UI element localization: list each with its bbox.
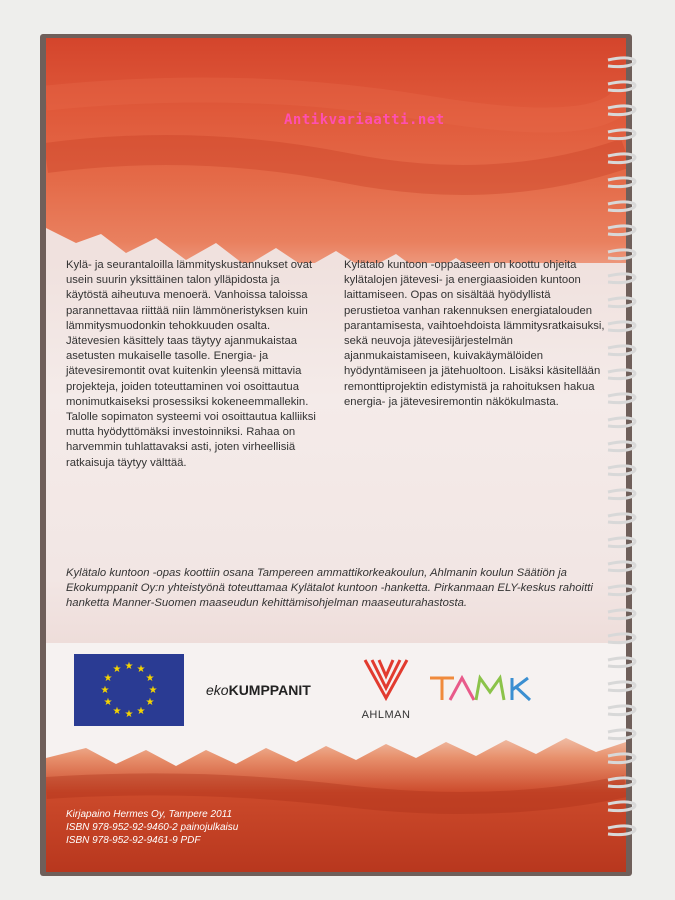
tamk-logo — [428, 674, 538, 709]
book-back-cover — [46, 38, 626, 872]
imprint — [66, 808, 238, 847]
red-paint-top — [46, 38, 626, 293]
svg-text:★: ★ — [145, 673, 155, 684]
isbn-pdf: ISBN 978-952-92-9461-9 PDF — [66, 835, 201, 846]
tamk-letters-icon — [428, 674, 538, 704]
svg-text:★: ★ — [136, 664, 146, 675]
printer-line: Kirjapaino Hermes Oy, Tampere 2011 — [66, 809, 233, 820]
ahlman-v-icon — [361, 656, 411, 702]
svg-text:★: ★ — [112, 706, 122, 717]
isbn-print: ISBN 978-952-92-9460-2 painojulkaisu — [66, 822, 239, 833]
spiral-binding-icon — [600, 40, 644, 860]
svg-text:★: ★ — [103, 673, 113, 684]
eu-flag-icon — [74, 654, 184, 726]
watermark: Antikvariaatti.net — [284, 112, 445, 128]
description-right: Kylätalo kuntoon -oppaaseen on koottu ohjeita kylätalojen jätevesi- ja energiaasioiden kuntoon laittamiseen. Opas on sisältää hyödyllistä perustietoa vanhan rakennuksen energiatalouden parantamisesta, vaihtoehdoista lämmitysratkaisuksi, sekä neuvoja jätevesijärjestelmän ajanmukaistamiseen, kuivakäymälöiden hyödyntämiseen ja jätehuoltoon. Lisäksi käsitellään remonttiprojektin edistymistä ja rahoituksen hakua energia- ja jätevesiremontin näkökulmasta. — [344, 259, 605, 408]
credits-text: Kylätalo kuntoon -opas koottiin osana Tampereen ammattikorkeakoulun, Ahlmanin koulun Säätiön ja Ekokumppanit Oy:n yhteistyönä toteuttamaa Kylätalot kuntoon -hanketta. Pirkanmaan ELY-keskus rahoitti hanketta Manner-Suomen maaseudun kehittämisohjelman maaseuturahastosta. — [66, 567, 593, 610]
ahlman-logo — [354, 656, 418, 721]
description-left: Kylä- ja seurantaloilla lämmityskustannukset ovat usein suurin yksittäinen talon ylläpidosta ja käytöstä aiheutuva menoerä. Vanhoissa taloissa parannettavaa riittää niin lämmöneristyksen kuin lämmitysmuodonkin tehokkuuden osalta. Jätevesien käsittely taas täytyy ajanmukaistaa asetusten mukaiselle tasolle. Energia- ja jätevesiremontit ovat kuitenkin yleensä mittavia projekteja, joiden toteuttaminen voi osoittautua monimutkaiseksi prosessiksi kokeneemmallekin. Talolle sopimaton systeemi voi osoittautua kalliiksi mutta hyödyttömäksi investoinniksi. Rahaa on harvemmin tuhlattavaksi asti, joten virheellisiä ratkaisuja täytyy välttää. — [66, 259, 316, 469]
ahlman-label: AHLMAN — [361, 709, 411, 721]
paint-brush-edge — [46, 38, 626, 293]
svg-text:★: ★ — [136, 706, 146, 717]
eu-logo — [74, 654, 184, 738]
svg-text:★: ★ — [103, 697, 113, 708]
paint-brush-edge-bottom — [46, 728, 626, 872]
eko-prefix: eko — [206, 682, 229, 698]
svg-text:★: ★ — [100, 685, 110, 696]
eu-stars-icon — [74, 654, 184, 726]
svg-text:★: ★ — [124, 661, 134, 672]
ekokumppanit-logo — [206, 682, 311, 698]
svg-text:★: ★ — [145, 697, 155, 708]
svg-text:★: ★ — [124, 709, 134, 720]
svg-text:★: ★ — [112, 664, 122, 675]
red-paint-bottom — [46, 728, 626, 872]
eko-brand: KUMPPANIT — [228, 682, 311, 698]
svg-text:★: ★ — [148, 685, 158, 696]
